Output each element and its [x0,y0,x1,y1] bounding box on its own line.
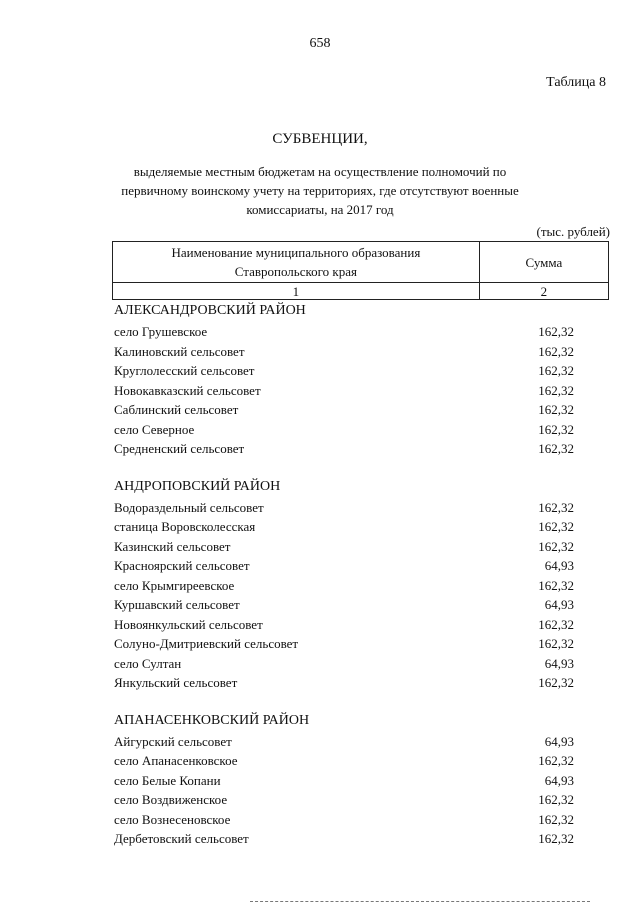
subtitle-line: первичному воинскому учету на территориях, где отсутствуют военные [121,183,519,198]
settlement-name: Солуно-Дмитриевский сельсовет [114,636,299,651]
amount: 64,93 [544,733,574,749]
settlement-name: Калиновский сельсовет [114,343,245,359]
settlement-name: Водораздельный сельсовет [114,499,264,515]
column-number-1: 1 [113,283,480,300]
table-row [114,829,574,849]
header-row [113,242,609,283]
table-header [112,241,609,300]
amount: 162,32 [538,382,574,398]
settlement-name: село Северное [114,421,195,437]
settlement-name: Новокавказский сельсовет [114,382,261,398]
table-row [114,595,574,615]
subtitle-line: выделяемые местным бюджетам на осуществление полномочий по [133,164,507,179]
amount: 162,32 [538,519,574,534]
amount: 162,32 [538,577,574,593]
document-title: СУБВЕНЦИИ, [272,131,368,147]
table-row [114,342,574,362]
settlement-name: село Белые Копани [114,772,221,788]
subtitle-line: комиссариаты, на 2017 год [246,202,394,217]
table-row [114,634,574,654]
settlement-name: Дербетовский сельсовет [114,831,249,846]
amount: 162,32 [538,792,574,807]
settlement-name: Айгурский сельсовет [114,733,232,749]
amount: 162,32 [538,538,574,554]
column-header-name [113,242,480,283]
settlement-name: Саблинский сельсовет [114,402,239,417]
column-header-sum: Сумма [479,242,608,283]
amount: 64,93 [544,597,574,612]
amount: 162,32 [538,363,574,378]
section-gap [114,459,574,476]
document-subtitle [110,162,530,219]
district-heading: АПАНАСЕНКОВСКИЙ РАЙОН [114,712,310,728]
amount: 64,93 [544,772,574,788]
amount: 162,32 [538,753,574,768]
settlement-name: село Грушевское [114,324,208,339]
amount: 162,32 [538,636,574,651]
settlement-name: село Воздвиженское [114,792,228,807]
table-row [114,615,574,635]
table-row [114,537,574,557]
column-header-name-line: Ставропольского края [234,264,357,279]
district-heading: АНДРОПОВСКИЙ РАЙОН [114,478,281,494]
settlement-name: Средненский сельсовет [114,441,245,456]
settlement-name: Круглолесский сельсовет [114,363,255,378]
section-gap [114,693,574,710]
amount: 162,32 [538,441,574,456]
table-row [114,771,574,791]
amount: 162,32 [538,811,574,827]
table-row [114,517,574,537]
table-row [114,439,574,459]
settlement-name: Красноярский сельсовет [114,558,250,573]
table-row [114,810,574,830]
table-row [114,400,574,420]
settlement-name: село Султан [114,655,182,671]
table-row [114,576,574,596]
table-row [114,673,574,693]
table-row [114,498,574,518]
amount: 162,32 [538,675,574,690]
settlement-name: Казинский сельсовет [114,538,231,554]
column-number-2: 2 [479,283,608,300]
amount: 162,32 [538,616,574,632]
table-row [114,361,574,381]
header-number-row [113,283,609,300]
table-row [114,790,574,810]
page-bottom-line [250,901,590,902]
table-row [114,420,574,440]
settlement-name: село Апанасенковское [114,753,238,768]
amount: 162,32 [538,831,574,846]
table-body [114,300,574,849]
table-row [114,381,574,401]
table-row [114,654,574,674]
amount: 64,93 [544,655,574,671]
table-label: Таблица 8 [546,75,606,90]
amount: 64,93 [544,558,574,573]
amount: 162,32 [538,499,574,515]
amount: 162,32 [538,402,574,417]
amount: 162,32 [538,324,574,339]
table-row [114,556,574,576]
units-label: (тыс. рублей) [536,224,610,239]
settlement-name: Янкульский сельсовет [114,675,238,690]
settlement-name: Куршавский сельсовет [114,597,240,612]
table-row [114,751,574,771]
settlement-name: Новоянкульский сельсовет [114,616,263,632]
table-row [114,732,574,752]
settlement-name: село Вознесеновское [114,811,231,827]
settlement-name: станица Воровсколесская [114,519,256,534]
amount: 162,32 [538,421,574,437]
page-number: 658 [309,36,331,51]
table-row [114,322,574,342]
settlement-name: село Крымгиреевское [114,577,235,593]
district-heading: АЛЕКСАНДРОВСКИЙ РАЙОН [114,303,306,318]
amount: 162,32 [538,343,574,359]
column-header-name-line: Наименование муниципального образования [171,245,421,260]
